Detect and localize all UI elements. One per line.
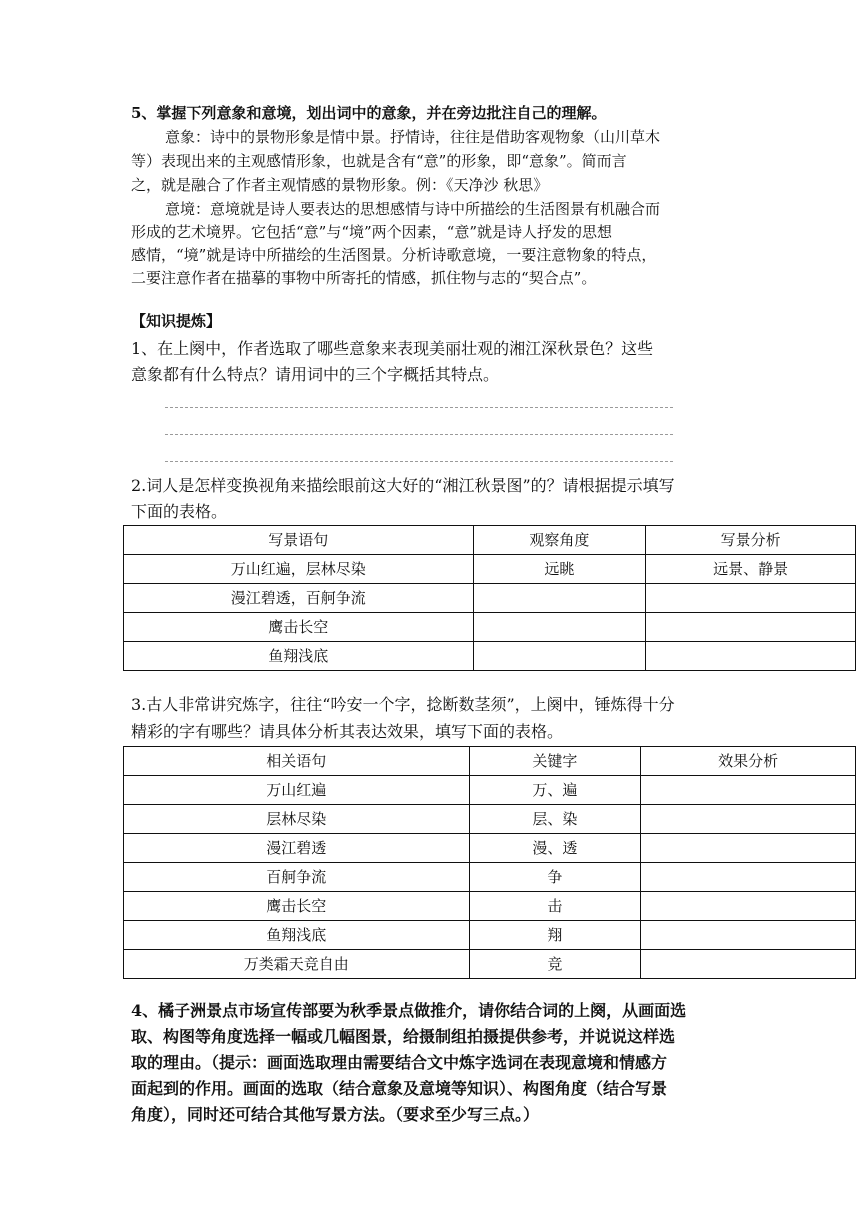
- q3-line-1: 3.古人非常讲究炼字，往往“吟安一个字，捻断数茎须”，上阕中，锤炼得十分: [131, 695, 675, 714]
- table-cell: 百舸争流: [124, 863, 470, 892]
- table-header-cell: 观察角度: [473, 526, 646, 555]
- table-cell: 漫江碧透，百舸争流: [124, 584, 474, 613]
- table-cell: 漫、透: [469, 834, 641, 863]
- q2-line-2: 下面的表格。: [131, 502, 228, 521]
- q1-line-1: 1、在上阕中，作者选取了哪些意象来表现美丽壮观的湘江深秋景色？这些: [131, 339, 654, 358]
- table-cell: 远眺: [473, 555, 646, 584]
- table-cell: 万山红遍，层林尽染: [124, 555, 474, 584]
- q1-line-2: 意象都有什么特点？请用词中的三个字概括其特点。: [131, 365, 500, 384]
- answer-line[interactable]: [165, 407, 673, 408]
- table-row: [124, 613, 856, 642]
- answer-cell[interactable]: [646, 642, 856, 671]
- q4-line-2: 取、构图等角度选择一幅或几幅图景，给摄制组拍摄提供参考，并说说这样选: [131, 1027, 676, 1046]
- yijing-line-3: 感情，“境”就是诗中所描绘的生活图景。分析诗歌意境，一要注意物象的特点，: [131, 246, 657, 264]
- answer-line[interactable]: [165, 461, 673, 462]
- answer-line[interactable]: [165, 434, 673, 435]
- table-row: [124, 863, 856, 892]
- yixiang-line-1: 意象：诗中的景物形象是情中景。抒情诗，往往是借助客观物象（山川草木: [165, 128, 661, 146]
- table-row: [124, 834, 856, 863]
- table-cell: 层林尽染: [124, 805, 470, 834]
- section-title: 【知识提炼】: [131, 312, 222, 330]
- table-row: [124, 584, 856, 613]
- table-cell: 鹰击长空: [124, 613, 474, 642]
- word-refinement-table: [123, 746, 856, 979]
- table-cell: 漫江碧透: [124, 834, 470, 863]
- answer-cell[interactable]: [641, 863, 856, 892]
- answer-cell[interactable]: [641, 950, 856, 979]
- table-cell: 万、遍: [469, 776, 641, 805]
- table-cell: 远景、静景: [646, 555, 856, 584]
- table-header-cell: 效果分析: [641, 747, 856, 776]
- answer-cell[interactable]: [641, 805, 856, 834]
- yixiang-line-3: 之，就是融合了作者主观情感的景物形象。例：《天净沙 秋思》: [131, 176, 549, 194]
- yijing-line-4: 二要注意作者在描摹的事物中所寄托的情感，抓住物与志的“契合点”。: [131, 269, 597, 287]
- answer-cell[interactable]: [646, 613, 856, 642]
- table-row: [124, 642, 856, 671]
- table-row: [124, 776, 856, 805]
- section5-heading: 5、掌握下列意象和意境，划出词中的意象，并在旁边批注自己的理解。: [131, 104, 607, 122]
- answer-cell[interactable]: [473, 584, 646, 613]
- answer-cell[interactable]: [641, 892, 856, 921]
- yixiang-line-2: 等）表现出来的主观感情形象，也就是含有“意”的形象，即“意象”。简而言: [131, 152, 627, 170]
- q2-line-1: 2.词人是怎样变换视角来描绘眼前这大好的“湘江秋景图”的？请根据提示填写: [131, 476, 675, 495]
- q4-line-1: 4、橘子洲景点市场宣传部要为秋季景点做推介，请你结合词的上阕，从画面选: [131, 1001, 687, 1020]
- table-cell: 争: [469, 863, 641, 892]
- yijing-line-2: 形成的艺术境界。它包括“意”与“境”两个因素，“意”就是诗人抒发的思想: [131, 223, 613, 241]
- table-cell: 万山红遍: [124, 776, 470, 805]
- table-row: [124, 921, 856, 950]
- q4-line-3: 取的理由。（提示：画面选取理由需要结合文中炼字选词在表现意境和情感方: [131, 1053, 668, 1072]
- table-cell: 鱼翔浅底: [124, 642, 474, 671]
- viewpoint-table: [123, 525, 856, 671]
- q4-line-4: 面起到的作用。画面的选取（结合意象及意境等知识）、构图角度（结合写景: [131, 1079, 668, 1098]
- table-row: [124, 950, 856, 979]
- table-cell: 鱼翔浅底: [124, 921, 470, 950]
- table-header-cell: 相关语句: [124, 747, 470, 776]
- table-cell: 击: [469, 892, 641, 921]
- table-cell: 层、染: [469, 805, 641, 834]
- table-header-cell: 写景分析: [646, 526, 856, 555]
- table-cell: 鹰击长空: [124, 892, 470, 921]
- table-row: [124, 805, 856, 834]
- table-cell: 万类霜天竞自由: [124, 950, 470, 979]
- answer-cell[interactable]: [646, 584, 856, 613]
- answer-cell[interactable]: [473, 642, 646, 671]
- answer-cell[interactable]: [641, 776, 856, 805]
- table-cell: 竞: [469, 950, 641, 979]
- answer-cell[interactable]: [641, 921, 856, 950]
- table-header-cell: 关键字: [469, 747, 641, 776]
- table-row: [124, 555, 856, 584]
- table-cell: 翔: [469, 921, 641, 950]
- yijing-line-1: 意境：意境就是诗人要表达的思想感情与诗中所描绘的生活图景有机融合而: [165, 200, 661, 218]
- q3-line-2: 精彩的字有哪些？请具体分析其表达效果，填写下面的表格。: [131, 722, 564, 741]
- q4-line-5: 角度），同时还可结合其他写景方法。（要求至少写三点。）: [131, 1105, 540, 1124]
- table-header-cell: 写景语句: [124, 526, 474, 555]
- answer-cell[interactable]: [641, 834, 856, 863]
- table-header-row: [124, 526, 856, 555]
- table-header-row: [124, 747, 856, 776]
- answer-cell[interactable]: [473, 613, 646, 642]
- table-row: [124, 892, 856, 921]
